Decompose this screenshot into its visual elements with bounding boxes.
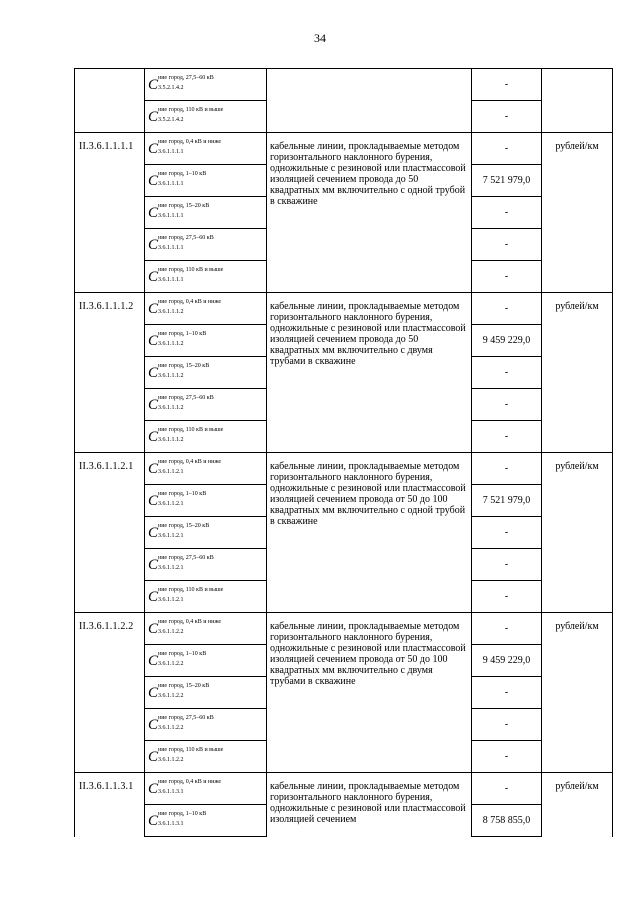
coefficient-index: 3.6.1.1.1.1 — [158, 213, 184, 219]
coefficient-index: 3.6.1.1.1.1 — [158, 181, 184, 187]
coefficient-label: ние город, 110 кВ и выше — [158, 427, 224, 433]
coefficient-cell — [145, 133, 267, 165]
coefficient-cell — [145, 197, 267, 229]
coefficient-cell — [145, 773, 267, 805]
coefficient-label: ние город, 0,4 кВ и ниже — [158, 779, 222, 785]
coefficient-symbol: C — [148, 301, 159, 317]
coefficient-symbol: C — [148, 781, 159, 797]
coefficient-label: ние город, 0,4 кВ и ниже — [158, 459, 222, 465]
value-cell: - — [472, 549, 542, 581]
value-cell: - — [472, 517, 542, 549]
coefficient-symbol: C — [148, 685, 159, 701]
coefficient-index: 3.6.1.1.2.1 — [158, 469, 184, 475]
coefficient-cell — [145, 421, 267, 453]
coefficient-symbol: C — [148, 589, 159, 605]
row-unit: рублей/км — [542, 773, 613, 837]
coefficient-cell — [145, 229, 267, 261]
coefficient-cell — [145, 517, 267, 549]
coefficient-index: 3.6.1.1.3.1 — [158, 821, 184, 827]
coefficient-index: 3.5.2.1.4.2 — [158, 85, 184, 91]
row-code: II.3.6.1.1.2.2 — [75, 613, 145, 773]
tariff-table — [74, 68, 613, 837]
coefficient-symbol: C — [148, 525, 159, 541]
coefficient-symbol: C — [148, 557, 159, 573]
value-cell: - — [472, 261, 542, 293]
value-cell: - — [472, 101, 542, 133]
value-cell: 8 758 855,0 — [472, 805, 542, 837]
table-row — [75, 69, 613, 101]
value-cell: - — [472, 581, 542, 613]
value-cell: - — [472, 357, 542, 389]
coefficient-symbol: C — [148, 461, 159, 477]
value-cell: - — [472, 229, 542, 261]
coefficient-cell — [145, 357, 267, 389]
coefficient-cell — [145, 709, 267, 741]
coefficient-label: ние город, 15–20 кВ — [158, 683, 210, 689]
coefficient-index: 3.6.1.1.1.2 — [158, 405, 184, 411]
coefficient-label: ние город, 1–10 кВ — [158, 331, 207, 337]
coefficient-symbol: C — [148, 269, 159, 285]
coefficient-index: 3.6.1.1.2.2 — [158, 693, 184, 699]
coefficient-index: 3.6.1.1.2.1 — [158, 533, 184, 539]
page-number: 34 — [314, 31, 326, 45]
coefficient-label: ние город, 27,5–60 кВ — [158, 555, 214, 561]
coefficient-cell — [145, 645, 267, 677]
coefficient-index: 3.6.1.1.2.1 — [158, 501, 184, 507]
coefficient-index: 3.6.1.1.3.1 — [158, 789, 184, 795]
coefficient-symbol: C — [148, 717, 159, 733]
description-cell — [267, 69, 472, 133]
coefficient-label: ние город, 110 кВ и выше — [158, 107, 224, 113]
value-cell: - — [472, 133, 542, 165]
coefficient-label: ние город, 1–10 кВ — [158, 171, 207, 177]
row-description: кабельные линии, прокладываемые методом горизонтального наклонного бурения, одножильные с резиновой или пластмассовой изоляцией сечением — [267, 773, 472, 837]
coefficient-cell — [145, 741, 267, 773]
coefficient-cell — [145, 389, 267, 421]
coefficient-label: ние город, 27,5–60 кВ — [158, 235, 214, 241]
coefficient-label: ние город, 27,5–60 кВ — [158, 75, 214, 81]
coefficient-index: 3.6.1.1.2.2 — [158, 661, 184, 667]
coefficient-index: 3.6.1.1.1.2 — [158, 309, 184, 315]
value-cell: 7 521 979,0 — [472, 485, 542, 517]
row-unit: рублей/км — [542, 453, 613, 613]
row-description: кабельные линии, прокладываемые методом горизонтального наклонного бурения, одножильные с резиновой или пластмассовой изоляцией сечением провода от 50 до 100 квадратных мм включительно с одной трубой в скважине — [267, 453, 472, 613]
value-cell: 9 459 229,0 — [472, 325, 542, 357]
coefficient-index: 3.6.1.1.2.2 — [158, 725, 184, 731]
coefficient-index: 3.6.1.1.2.2 — [158, 629, 184, 635]
coefficient-symbol: C — [148, 173, 159, 189]
coefficient-label: ние город, 27,5–60 кВ — [158, 715, 214, 721]
coefficient-label: ние город, 0,4 кВ и ниже — [158, 139, 222, 145]
coefficient-symbol: C — [148, 749, 159, 765]
value-cell: 7 521 979,0 — [472, 165, 542, 197]
coefficient-symbol: C — [148, 141, 159, 157]
coefficient-symbol: C — [148, 333, 159, 349]
coefficient-cell — [145, 165, 267, 197]
coefficient-index: 3.6.1.1.1.2 — [158, 373, 184, 379]
value-cell: - — [472, 677, 542, 709]
value-cell: - — [472, 293, 542, 325]
coefficient-label: ние город, 110 кВ и выше — [158, 267, 224, 273]
coefficient-index: 3.6.1.1.1.2 — [158, 437, 184, 443]
coefficient-index: 3.6.1.1.1.1 — [158, 277, 184, 283]
coefficient-symbol: C — [148, 493, 159, 509]
coefficient-label: ние город, 110 кВ и выше — [158, 747, 224, 753]
coefficient-index: 3.6.1.1.2.2 — [158, 757, 184, 763]
value-cell: - — [472, 613, 542, 645]
row-code: II.3.6.1.1.1.2 — [75, 293, 145, 453]
value-cell: - — [472, 741, 542, 773]
coefficient-label: ние город, 1–10 кВ — [158, 811, 207, 817]
value-cell: - — [472, 453, 542, 485]
coefficient-symbol: C — [148, 397, 159, 413]
coefficient-cell — [145, 581, 267, 613]
unit-cell — [542, 69, 613, 133]
coefficient-index: 3.6.1.1.1.1 — [158, 149, 184, 155]
coefficient-cell — [145, 293, 267, 325]
coefficient-cell — [145, 613, 267, 645]
coefficient-label: ние город, 15–20 кВ — [158, 363, 210, 369]
row-description: кабельные линии, прокладываемые методом горизонтального наклонного бурения, одножильные с резиновой или пластмассовой изоляцией сечением провода от 50 до 100 квадратных мм включительно с двумя трубами в скважине — [267, 613, 472, 773]
row-unit: рублей/км — [542, 613, 613, 773]
coefficient-symbol: C — [148, 813, 159, 829]
value-cell: - — [472, 69, 542, 101]
coefficient-label: ние город, 1–10 кВ — [158, 651, 207, 657]
coefficient-cell — [145, 101, 267, 133]
row-code: II.3.6.1.1.3.1 — [75, 773, 145, 837]
coefficient-cell — [145, 805, 267, 837]
coefficient-index: 3.6.1.1.1.2 — [158, 341, 184, 347]
row-description: кабельные линии, прокладываемые методом горизонтального наклонного бурения, одножильные с резиновой или пластмассовой изоляцией сечением провода до 50 квадратных мм включительно с двумя трубами в скважине — [267, 293, 472, 453]
coefficient-label: ние город, 0,4 кВ и ниже — [158, 619, 222, 625]
coefficient-label: ние город, 15–20 кВ — [158, 203, 210, 209]
coefficient-label: ние город, 15–20 кВ — [158, 523, 210, 529]
value-cell: - — [472, 773, 542, 805]
coefficient-index: 3.6.1.1.2.1 — [158, 597, 184, 603]
value-cell: 9 459 229,0 — [472, 645, 542, 677]
coefficient-symbol: C — [148, 237, 159, 253]
coefficient-label: ние город, 27,5–60 кВ — [158, 395, 214, 401]
value-cell: - — [472, 421, 542, 453]
coefficient-symbol: C — [148, 205, 159, 221]
coefficient-cell — [145, 677, 267, 709]
coefficient-label: ние город, 1–10 кВ — [158, 491, 207, 497]
row-description: кабельные линии, прокладываемые методом горизонтального наклонного бурения, одножильные с резиновой или пластмассовой изоляцией сечением провода до 50 квадратных мм включительно с одной трубой в скважине — [267, 133, 472, 293]
coefficient-cell — [145, 261, 267, 293]
row-code: II.3.6.1.1.2.1 — [75, 453, 145, 613]
coefficient-cell — [145, 549, 267, 581]
table-row — [75, 293, 613, 325]
coefficient-cell — [145, 325, 267, 357]
coefficient-label: ние город, 0,4 кВ и ниже — [158, 299, 222, 305]
coefficient-cell — [145, 485, 267, 517]
coefficient-index: 3.6.1.1.1.1 — [158, 245, 184, 251]
coefficient-index: 3.5.2.1.4.2 — [158, 117, 184, 123]
coefficient-symbol: C — [148, 109, 159, 125]
coefficient-symbol: C — [148, 653, 159, 669]
code-cell — [75, 69, 145, 133]
row-unit: рублей/км — [542, 133, 613, 293]
coefficient-symbol: C — [148, 621, 159, 637]
value-cell: - — [472, 389, 542, 421]
value-cell: - — [472, 197, 542, 229]
coefficient-symbol: C — [148, 365, 159, 381]
coefficient-symbol: C — [148, 77, 159, 93]
table-row — [75, 453, 613, 485]
table-row — [75, 773, 613, 805]
coefficient-symbol: C — [148, 429, 159, 445]
coefficient-cell — [145, 69, 267, 101]
coefficient-label: ние город, 110 кВ и выше — [158, 587, 224, 593]
row-unit: рублей/км — [542, 293, 613, 453]
coefficient-cell — [145, 453, 267, 485]
row-code: II.3.6.1.1.1.1 — [75, 133, 145, 293]
value-cell: - — [472, 709, 542, 741]
table-row — [75, 613, 613, 645]
coefficient-index: 3.6.1.1.2.1 — [158, 565, 184, 571]
table-row — [75, 133, 613, 165]
